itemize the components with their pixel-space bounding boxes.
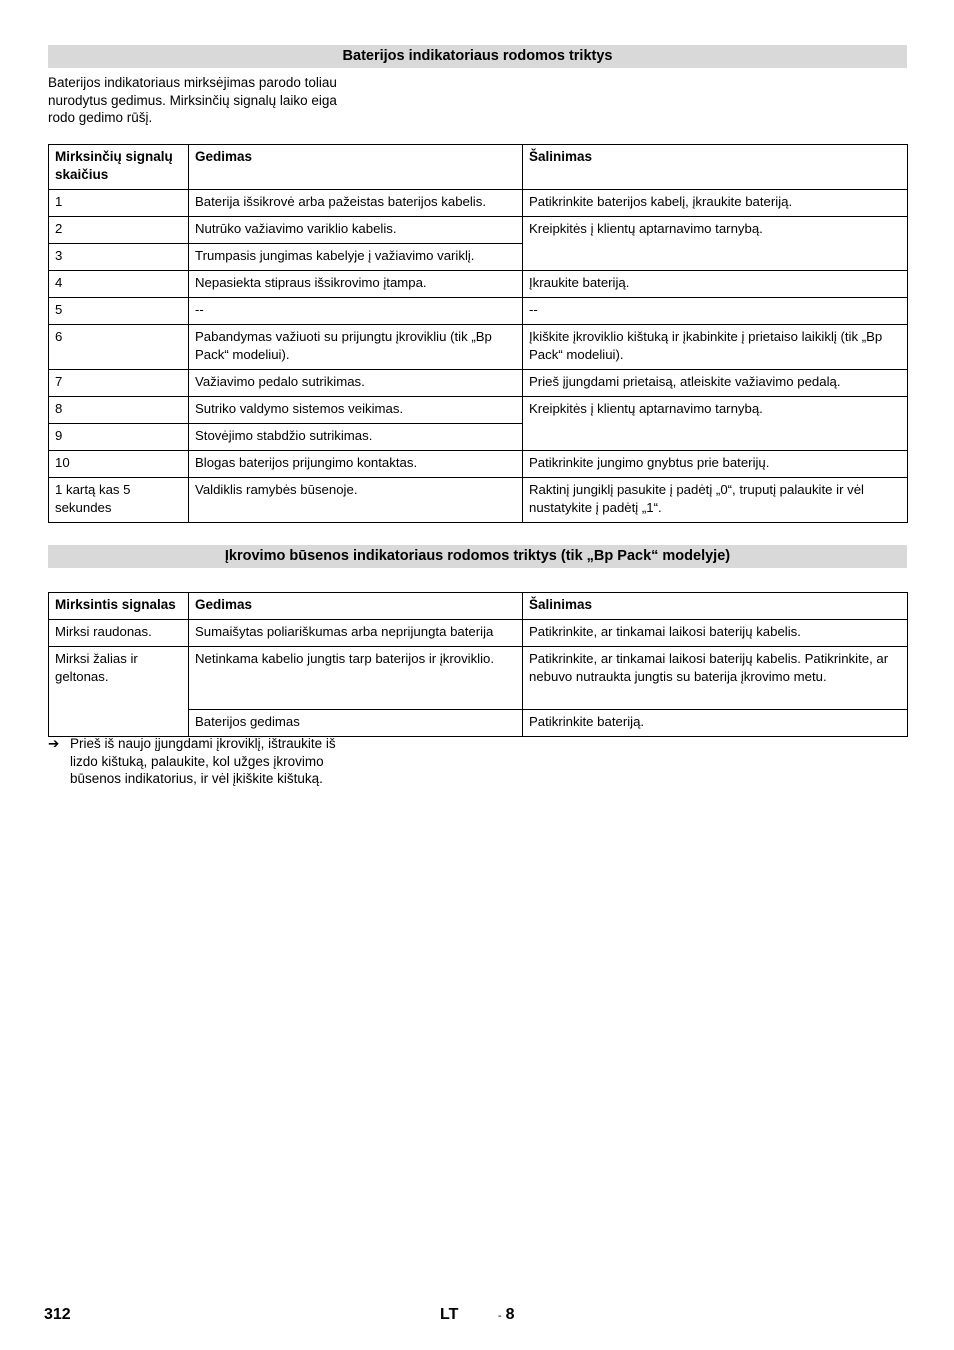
cell-count: 2 (49, 217, 189, 244)
table-row (49, 298, 908, 325)
cell-count: 3 (49, 244, 189, 271)
table-row (49, 370, 908, 397)
intro-paragraph: Baterijos indikatoriaus mirksėjimas parodo toliau nurodytus gedimus. Mirksinčių signalų laiko eiga rodo gedimo rūšį. (48, 75, 337, 125)
table-row (49, 271, 908, 298)
cell-fault: Sutriko valdymo sistemos veikimas. (189, 397, 523, 424)
cell-fault: Trumpasis jungimas kabelyje į važiavimo variklį. (189, 244, 523, 271)
cell-fault: Blogas baterijos prijungimo kontaktas. (189, 451, 523, 478)
header-signal: Mirksintis signalas (49, 593, 189, 620)
cell-fault: Važiavimo pedalo sutrikimas. (189, 370, 523, 397)
cell-fix: Patikrinkite bateriją. (523, 710, 908, 737)
page-number: 312 (44, 1306, 71, 1323)
arrow-icon: ➔ (48, 736, 60, 751)
cell-count: 4 (49, 271, 189, 298)
cell-fix: Patikrinkite jungimo gnybtus prie baterijų. (523, 451, 908, 478)
battery-faults-table (48, 144, 908, 523)
section-title-charge-faults: Įkrovimo būsenos indikatoriaus rodomos triktys (tik „Bp Pack“ modelyje) (48, 545, 907, 568)
cell-fault: -- (189, 298, 523, 325)
cell-fix: Įkraukite bateriją. (523, 271, 908, 298)
table-header-row (49, 145, 908, 190)
cell-fix: Kreipkitės į klientų aptarnavimo tarnybą. (523, 217, 908, 271)
cell-fix: -- (523, 298, 908, 325)
table-header-row (49, 593, 908, 620)
cell-fault: Baterija išsikrovė arba pažeistas baterijos kabelis. (189, 190, 523, 217)
cell-fix: Kreipkitės į klientų aptarnavimo tarnybą. (523, 397, 908, 451)
note-paragraph (48, 735, 338, 788)
cell-fix: Patikrinkite, ar tinkamai laikosi baterijų kabelis. Patikrinkite, ar nebuvo nutraukta jungtis su baterija įkrovimo metu. (523, 647, 908, 710)
cell-fault: Pabandymas važiuoti su prijungtu įkrovikliu (tik „Bp Pack“ modeliui). (189, 325, 523, 370)
header-fix: Šalinimas (523, 593, 908, 620)
cell-count: 6 (49, 325, 189, 370)
header-fault: Gedimas (189, 145, 523, 190)
cell-fix: Prieš įjungdami prietaisą, atleiskite važiavimo pedalą. (523, 370, 908, 397)
cell-fault: Baterijos gedimas (189, 710, 523, 737)
cell-count: 9 (49, 424, 189, 451)
charge-faults-table (48, 592, 908, 737)
cell-fault: Valdiklis ramybės būsenoje. (189, 478, 523, 523)
cell-signal: Mirksi raudonas. (49, 620, 189, 647)
cell-fault: Stovėjimo stabdžio sutrikimas. (189, 424, 523, 451)
language-code: LT (440, 1306, 459, 1323)
cell-fault: Nepasiekta stipraus išsikrovimo įtampa. (189, 271, 523, 298)
cell-fault: Sumaišytas poliariškumas arba neprijungta baterija (189, 620, 523, 647)
cell-count: 7 (49, 370, 189, 397)
table-row (49, 190, 908, 217)
cell-signal: Mirksi žalias ir geltonas. (49, 647, 189, 737)
table-row (49, 647, 908, 710)
cell-fix: Raktinį jungiklį pasukite į padėtį „0“, truputį palaukite ir vėl nustatykite į padėtį „1“. (523, 478, 908, 523)
cell-fix: Įkiškite įkroviklio kištuką ir įkabinkite į prietaiso laikiklį (tik „Bp Pack“ modeliui). (523, 325, 908, 370)
footer-dash: - (498, 1310, 502, 1322)
header-fix: Šalinimas (523, 145, 908, 190)
header-fault: Gedimas (189, 593, 523, 620)
cell-count: 8 (49, 397, 189, 424)
sub-page-number (498, 1306, 515, 1324)
table-row (49, 397, 908, 424)
cell-count: 5 (49, 298, 189, 325)
table-row (49, 620, 908, 647)
table-row (49, 451, 908, 478)
note-text: Prieš iš naujo įjungdami įkroviklį, ištraukite iš lizdo kištuką, palaukite, kol užges įkrovimo būsenos indikatorius, ir vėl įkiškite kištuką. (70, 736, 336, 786)
table-row (49, 325, 908, 370)
cell-fault: Netinkama kabelio jungtis tarp baterijos ir įkroviklio. (189, 647, 523, 710)
cell-count: 10 (49, 451, 189, 478)
cell-fix: Patikrinkite baterijos kabelį, įkraukite bateriją. (523, 190, 908, 217)
cell-count: 1 kartą kas 5 sekundes (49, 478, 189, 523)
sub-page-value: 8 (505, 1306, 515, 1323)
cell-fault: Nutrūko važiavimo variklio kabelis. (189, 217, 523, 244)
section-title-battery-faults: Baterijos indikatoriaus rodomos triktys (48, 45, 907, 68)
header-count: Mirksinčių signalų skaičius (49, 145, 189, 190)
cell-fix: Patikrinkite, ar tinkamai laikosi baterijų kabelis. (523, 620, 908, 647)
cell-count: 1 (49, 190, 189, 217)
table-row (49, 478, 908, 523)
table-row (49, 217, 908, 244)
